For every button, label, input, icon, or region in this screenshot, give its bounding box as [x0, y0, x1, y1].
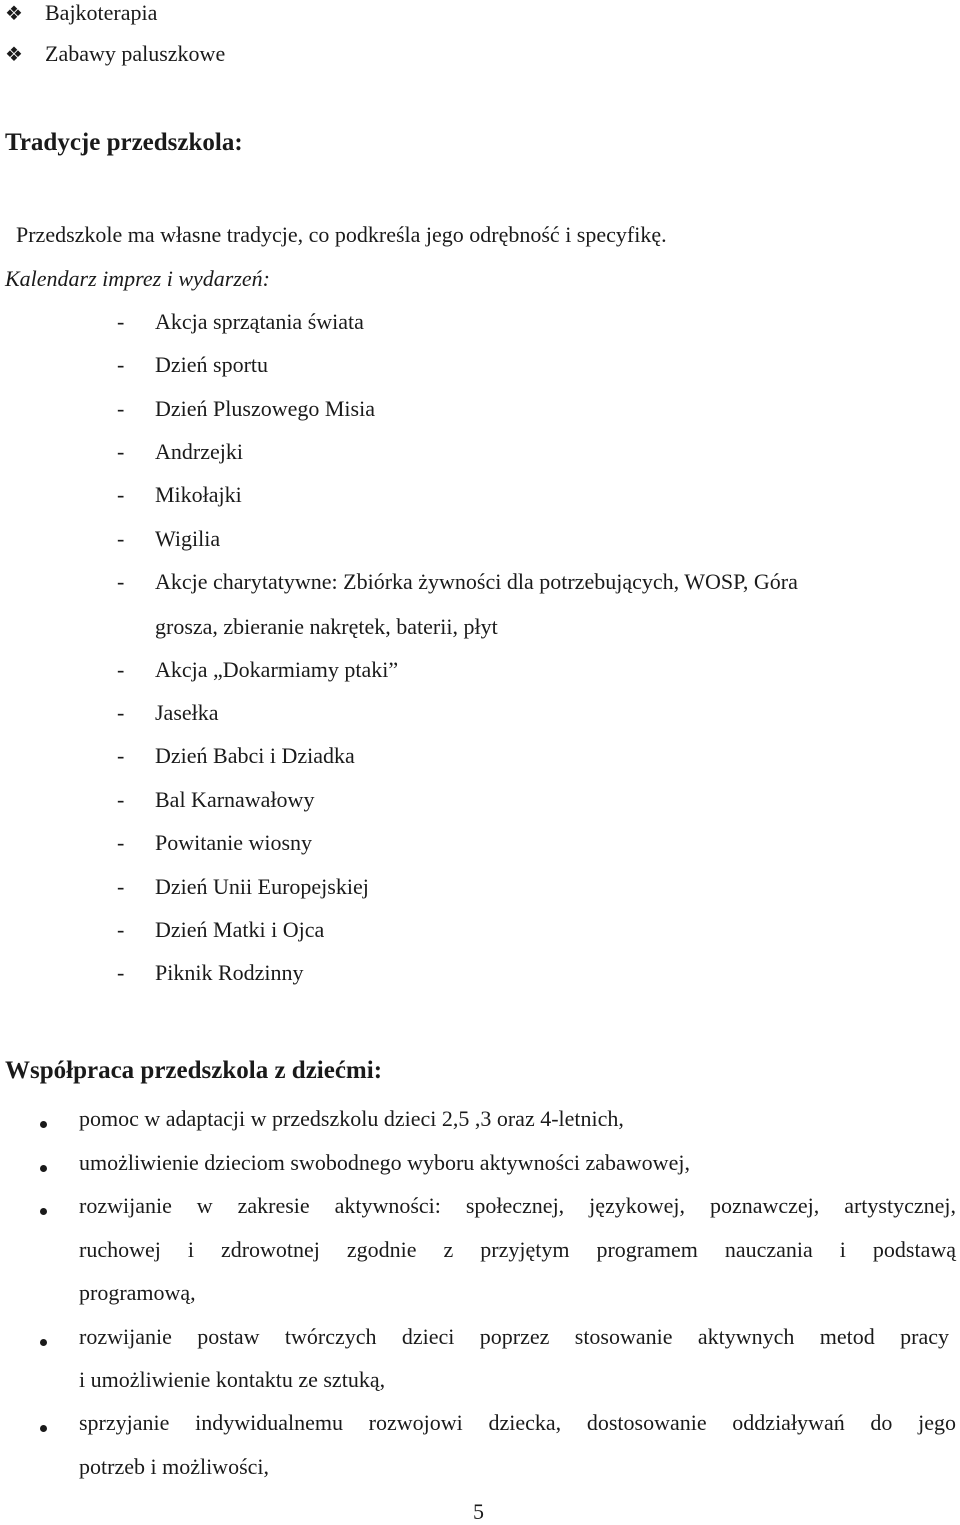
- list-item: [0, 396, 960, 422]
- dash-marker: -: [117, 657, 125, 682]
- list-item: [0, 787, 960, 813]
- list-item-line: ruchowej i zdrowotnej zgodnie z przyjętym programem nauczania i podstawą: [79, 1237, 956, 1262]
- dash-marker: -: [117, 439, 125, 464]
- list-item-line: rozwijanie postaw twórczych dzieci poprzez stosowanie aktywnych metod pracy: [79, 1324, 949, 1349]
- list-item: [0, 657, 960, 683]
- page-number: 5: [473, 1499, 484, 1524]
- event-label: Dzień Babci i Dziadka: [155, 743, 355, 768]
- list-item-line: i umożliwienie kontaktu ze sztuką,: [79, 1367, 386, 1392]
- list-item: [5, 41, 305, 67]
- list-item: [0, 917, 960, 943]
- list-item: [0, 830, 960, 856]
- dash-marker: -: [117, 874, 125, 899]
- bullet-dot-icon: [40, 1208, 47, 1215]
- list-item-line: sprzyjanie indywidualnemu rozwojowi dziecka, dostosowanie oddziaływań do jego: [79, 1410, 956, 1435]
- event-label: Dzień sportu: [155, 352, 269, 377]
- bullet-dot-icon: [40, 1121, 47, 1128]
- event-label: Akcje charytatywne: Zbiórka żywności dla potrzebujących, WOSP, Góra: [155, 569, 798, 594]
- dash-marker: -: [117, 396, 125, 421]
- event-label: Andrzejki: [155, 439, 243, 464]
- dash-marker: -: [117, 700, 125, 725]
- bullet-dot-icon: [40, 1165, 47, 1172]
- event-label: Wigilia: [155, 526, 221, 551]
- list-item: [0, 439, 960, 465]
- event-label: Akcja sprzątania świata: [155, 309, 364, 334]
- dash-marker: -: [117, 743, 125, 768]
- event-label: Bal Karnawałowy: [155, 787, 315, 812]
- dash-marker: -: [117, 960, 125, 985]
- list-item: [0, 960, 960, 986]
- list-item-line: programową,: [79, 1280, 196, 1305]
- list-item-label: Bajkoterapia: [45, 0, 158, 25]
- event-label: Akcja „Dokarmiamy ptaki”: [155, 657, 399, 682]
- dash-marker: -: [117, 309, 125, 334]
- event-label: Dzień Matki i Ojca: [155, 917, 325, 942]
- list-item: [0, 874, 960, 900]
- dash-marker: -: [117, 352, 125, 377]
- dash-marker: -: [117, 830, 125, 855]
- list-item-label: Zabawy paluszkowe: [45, 41, 226, 66]
- list-item: [0, 309, 960, 335]
- event-label: Mikołajki: [155, 482, 242, 507]
- list-item-line: potrzeb i możliwości,: [79, 1454, 270, 1479]
- list-item: [0, 569, 960, 595]
- list-item: [0, 526, 960, 552]
- list-item-line: rozwijanie w zakresie aktywności: społecznej, językowej, poznawczej, artystycznej,: [79, 1193, 956, 1218]
- event-label: Jasełka: [155, 700, 219, 725]
- list-item: [0, 352, 960, 378]
- list-item: [5, 0, 305, 26]
- diamond-bullet-icon: ❖: [5, 1, 23, 25]
- list-item-line: umożliwienie dzieciom swobodnego wyboru aktywności zabawowej,: [79, 1150, 690, 1175]
- calendar-heading: Kalendarz imprez i wydarzeń:: [5, 266, 271, 291]
- dash-marker: -: [117, 482, 125, 507]
- dash-marker: -: [117, 917, 125, 942]
- event-label: Powitanie wiosny: [155, 830, 313, 855]
- bullet-dot-icon: [40, 1339, 47, 1346]
- list-item-line: pomoc w adaptacji w przedszkolu dzieci 2,5 ,3 oraz 4-letnich,: [79, 1106, 624, 1131]
- dash-marker: -: [117, 526, 125, 551]
- traditions-intro: Przedszkole ma własne tradycje, co podkreśla jego odrębność i specyfikę.: [16, 222, 667, 247]
- event-label-continuation: grosza, zbieranie nakrętek, baterii, płyt: [155, 614, 498, 639]
- list-item: [0, 743, 960, 769]
- event-label: Dzień Pluszowego Misia: [155, 396, 375, 421]
- dash-marker: -: [117, 787, 125, 812]
- list-item: [0, 482, 960, 508]
- diamond-bullet-icon: ❖: [5, 42, 23, 66]
- section-heading-traditions: Tradycje przedszkola:: [5, 129, 243, 156]
- event-label: Piknik Rodzinny: [155, 960, 304, 985]
- event-label: Dzień Unii Europejskiej: [155, 874, 369, 899]
- bullet-dot-icon: [40, 1425, 47, 1432]
- list-item: [0, 700, 960, 726]
- section-heading-cooperation: Współpraca przedszkola z dziećmi:: [5, 1057, 383, 1084]
- dash-marker: -: [117, 569, 125, 594]
